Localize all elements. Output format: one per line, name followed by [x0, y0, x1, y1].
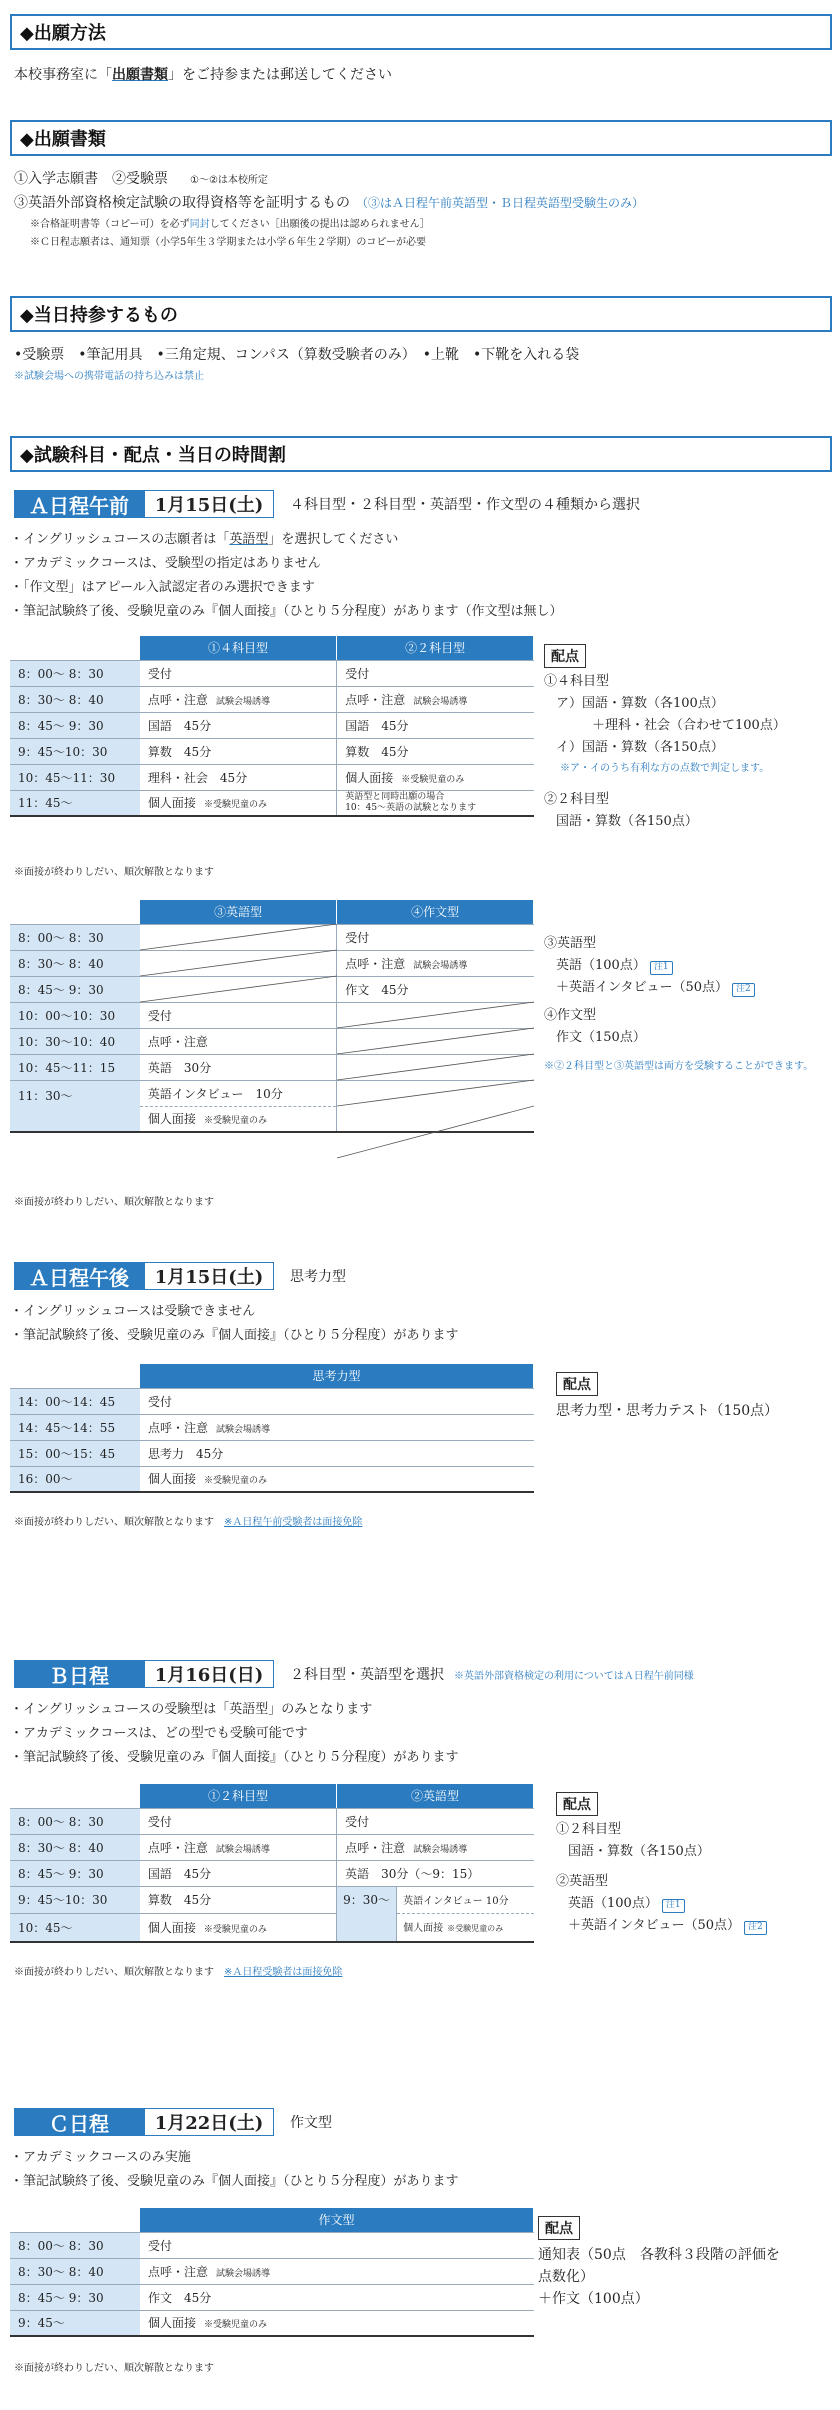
cell-note: 試験会場誘導 — [215, 1844, 270, 1855]
section-heading-bring-items — [10, 296, 832, 332]
schedule-label-c: Ｃ日程 — [14, 2108, 144, 2136]
cell — [337, 1834, 534, 1860]
heading-text: ◆当日持参するもの — [20, 305, 178, 326]
cell-text: 受付 — [345, 666, 370, 681]
doc-note: ①～②は本校所定 — [190, 175, 268, 186]
cell-text: 国語 45分 — [345, 718, 409, 733]
header-essay: 作文型 — [140, 2208, 534, 2232]
cell-text: 8：45～ 9：30 — [18, 2290, 104, 2305]
cell — [337, 1860, 534, 1886]
cell-text: 10：30～10：40 — [18, 1034, 116, 1049]
cell-note: ※受験児童のみ — [447, 1923, 504, 1933]
cell — [140, 2284, 534, 2310]
points-line: 国語・算数（各150点） — [556, 814, 698, 829]
a-pm-table — [10, 1364, 534, 1493]
time-cell — [10, 1808, 140, 1834]
cell-note: ※受験児童のみ — [204, 2320, 268, 2331]
application-method-text — [14, 66, 392, 84]
cell — [140, 1914, 337, 1942]
points-note: ※ア・イのうち有利な方の点数で判定します。 — [560, 763, 770, 774]
cell — [140, 738, 337, 764]
header-2subject: ②２科目型 — [337, 636, 534, 660]
table-row — [10, 712, 534, 738]
table-row — [10, 2284, 534, 2310]
cell — [140, 790, 337, 816]
table-row — [10, 1860, 534, 1886]
cell — [140, 1414, 534, 1440]
header-english: ②英語型 — [337, 1784, 534, 1808]
header-4subject: ①４科目型 — [140, 636, 337, 660]
header-blank — [10, 1784, 140, 1808]
points-4subject: ①４科目型 — [544, 674, 610, 689]
points-line: 通知表（50点 各教科３段階の評価を — [538, 2247, 780, 2263]
text-part: 」をご持参または郵送してください — [168, 67, 392, 83]
header-thinking: 思考力型 — [140, 1364, 534, 1388]
cell-text: 8：45～ 9：30 — [18, 982, 104, 997]
text-part: ※Ａ日程午前受験者は面接免除 — [224, 1517, 363, 1528]
cell-text: 9：45～10：30 — [18, 1893, 108, 1908]
cell-text: 8：30～ 8：40 — [18, 2264, 104, 2279]
cell-text: 個人面接 — [147, 1112, 196, 1127]
bring-items-list: •受験票 •筆記用具 •三角定規、コンパス（算数受験者のみ） •上靴 •下靴を入れる袋 — [14, 347, 580, 363]
cell — [337, 712, 534, 738]
cell-text: 受付 — [345, 930, 370, 945]
cell-text: 15：00～15：45 — [18, 1446, 116, 1461]
header-blank — [10, 1364, 140, 1388]
schedule-desc — [290, 1666, 694, 1684]
cell-text: 受付 — [148, 1394, 173, 1409]
cell-text: 個人面接 — [403, 1922, 444, 1934]
cell — [140, 1886, 337, 1914]
cell-note: ※受験児童のみ — [203, 1924, 267, 1935]
text-part: ＋英語インタビュー（50点） — [556, 980, 729, 995]
table-row — [10, 660, 534, 686]
cell-text: 個人面接 — [148, 2316, 197, 2331]
cell — [337, 790, 534, 816]
time-cell — [10, 1886, 140, 1914]
cell-text: 英語インタビュー 10分 — [403, 1895, 509, 1907]
sub-cell — [397, 1887, 533, 1914]
cell-text: 点呼・注意 — [345, 1840, 406, 1855]
diagonal-line — [337, 1028, 534, 1054]
a-pm-bullet-2: ・筆記試験終了後、受験児童のみ『個人面接』（ひとり５分程度）があります — [10, 1328, 459, 1343]
diagonal-line — [337, 1106, 534, 1158]
text-part: ※英語外部資格検定の利用についてはＡ日程午前同様 — [454, 1671, 694, 1682]
time-cell — [10, 660, 140, 686]
text-part: ※合格証明書等（コピー可）を必ず — [30, 219, 190, 230]
cell — [337, 764, 534, 790]
cell-text: 作文 45分 — [148, 2290, 212, 2305]
text-part: ※Ａ日程受験者は面接免除 — [224, 1967, 343, 1978]
cell-note: ※受験児童のみ — [401, 774, 465, 785]
points-title: 配点 — [544, 644, 586, 668]
cell-text: 算数 45分 — [345, 744, 409, 759]
cell — [140, 1466, 534, 1492]
cell-text: 国語 45分 — [147, 718, 212, 733]
time-cell — [10, 1414, 140, 1440]
cell-text: 16：00～ — [18, 1472, 73, 1487]
cell — [337, 660, 534, 686]
cell-note: ※受験児童のみ — [204, 1476, 268, 1487]
time-cell — [10, 790, 140, 816]
b-bullet-3: ・筆記試験終了後、受験児童のみ『個人面接』（ひとり５分程度）があります — [10, 1750, 459, 1765]
points-essay: ④作文型 — [544, 1008, 597, 1023]
points-line: 国語・算数（各150点） — [568, 1844, 710, 1859]
cell-text: 作文 45分 — [345, 982, 409, 997]
cell-note: ※受験児童のみ — [203, 800, 267, 811]
table-row — [10, 1388, 534, 1414]
schedule-label-a-pm: Ａ日程午後 — [14, 1262, 144, 1290]
cell — [140, 1440, 534, 1466]
cell-text: 算数 45分 — [147, 744, 212, 759]
table-row — [10, 1466, 534, 1492]
table-row — [10, 790, 534, 816]
schedule-desc: ４科目型・２科目型・英語型・作文型の４種類から選択 — [290, 497, 640, 513]
text-part: ＋英語インタビュー（50点） — [568, 1918, 741, 1933]
cell — [140, 1808, 337, 1834]
note-badge: 注2 — [732, 983, 755, 997]
time-cell — [10, 1466, 140, 1492]
cell-text: 14：00～14：45 — [18, 1394, 116, 1409]
header-2subject: ①２科目型 — [140, 1784, 337, 1808]
time-cell — [10, 2232, 140, 2258]
points-2subject: ②２科目型 — [544, 792, 610, 807]
note-badge: 注1 — [650, 961, 673, 975]
cell — [140, 2258, 534, 2284]
a-am-bullet-1 — [10, 532, 398, 549]
b-bullet-2: ・アカデミックコースは、どの型でも受験可能です — [10, 1726, 308, 1741]
note-badge: 注2 — [744, 1921, 767, 1935]
cell-text: 個人面接 — [147, 796, 196, 811]
cell-text: 11：30～ — [18, 1088, 73, 1103]
time-cell — [10, 712, 140, 738]
time-cell — [10, 2310, 140, 2336]
c-table — [10, 2208, 534, 2337]
doc-line-2 — [14, 194, 644, 212]
cell-text: 8：00～ 8：30 — [18, 2238, 104, 2253]
cell — [140, 2310, 534, 2336]
text-part: ２科目型・英語型を選択 — [290, 1667, 444, 1683]
cell — [337, 1808, 534, 1834]
schedule-label-a-am: Ａ日程午前 — [14, 490, 144, 518]
points-title: 配点 — [556, 1372, 598, 1396]
a-am-table-2-diagonals — [140, 924, 534, 1184]
header-blank — [10, 2208, 140, 2232]
cell — [140, 686, 337, 712]
bold-term: 出願書類 — [112, 67, 168, 83]
a-pm-bullet-1: ・イングリッシュコースは受験できません — [10, 1304, 256, 1319]
cell-note: 試験会場誘導 — [216, 1424, 271, 1435]
text-part: ①入学志願書 ②受験票 — [14, 171, 168, 187]
table-row — [10, 2310, 534, 2336]
time-cell — [10, 1054, 140, 1080]
a-am-table-1 — [10, 636, 534, 817]
header-blank — [10, 900, 140, 924]
sub-time-cell — [337, 1887, 397, 1941]
cell-text: 8：45～ 9：30 — [18, 1866, 104, 1881]
cell — [337, 1886, 534, 1942]
cell-text: 理科・社会 45分 — [147, 770, 248, 785]
header-english: ③英語型 — [140, 900, 337, 924]
cell-note: 試験会場誘導 — [215, 696, 270, 707]
cell-text: 10：45～ — [18, 1920, 73, 1935]
a-am-bullet-3: ・「作文型」はアピール入試認定者のみ選択できます — [10, 580, 315, 595]
cell-text: 8：30～ 8：40 — [18, 692, 104, 707]
time-cell — [10, 1080, 140, 1132]
points-title: 配点 — [538, 2216, 580, 2240]
text-part: ・イングリッシュコースの志願者は「 — [10, 532, 230, 547]
c-note: ※面接が終わりしだい、順次解散となります — [14, 2363, 214, 2374]
cell — [337, 686, 534, 712]
time-cell — [10, 1002, 140, 1028]
cell — [140, 764, 337, 790]
cell-text: 受付 — [147, 1008, 172, 1023]
schedule-desc: 思考力型 — [290, 1269, 346, 1285]
table-row — [10, 1886, 534, 1914]
cell — [140, 1388, 534, 1414]
diagonal-line — [337, 1002, 534, 1028]
cell-note: 試験会場誘導 — [413, 1844, 468, 1855]
cell-text: 8：00～ 8：30 — [18, 930, 104, 945]
cell — [140, 1860, 337, 1886]
sub-cell — [397, 1914, 533, 1941]
cell-text: 8：00～ 8：30 — [18, 1814, 104, 1829]
time-cell — [10, 1440, 140, 1466]
cell-text: 点呼・注意 — [345, 692, 406, 707]
b-note — [14, 1966, 342, 1979]
cell-text: 受付 — [345, 1814, 370, 1829]
points-english: ③英語型 — [544, 936, 597, 951]
time-cell — [10, 2258, 140, 2284]
text-part: 英語（100点） — [568, 1896, 658, 1911]
points-line: イ）国語・算数（各150点） — [556, 740, 724, 755]
time-cell — [10, 1028, 140, 1054]
text-part: ※面接が終わりしだい、順次解散となります — [14, 1967, 214, 1978]
a-am-bullet-2: ・アカデミックコースは、受験型の指定はありません — [10, 556, 321, 571]
cell — [337, 738, 534, 764]
schedule-date: 1月16日(日) — [144, 1660, 274, 1688]
points-note: ※②２科目型と③英語型は両方を受験することができます。 — [544, 1061, 814, 1072]
time-cell — [10, 764, 140, 790]
text-part: してください［出願後の提出は認められません］ — [209, 219, 430, 230]
points-line: ＋作文（100点） — [538, 2291, 649, 2307]
cell-text: 点呼・注意 — [147, 692, 208, 707]
doc-note-2: ※Ｃ日程志願者は、通知票（小学5年生３学期または小学６年生２学期）のコピーが必要 — [30, 237, 426, 248]
time-cell — [10, 1388, 140, 1414]
time-cell — [10, 976, 140, 1002]
time-cell — [10, 950, 140, 976]
points-thinking: 思考力型・思考力テスト（150点） — [556, 1403, 779, 1419]
diagonal-line — [140, 924, 337, 950]
schedule-desc: 作文型 — [290, 2115, 332, 2131]
points-title: 配点 — [556, 1792, 598, 1816]
points-line — [556, 980, 755, 997]
c-bullet-1: ・アカデミックコースのみ実施 — [10, 2150, 191, 2165]
cell-text: 点呼・注意 — [147, 1840, 208, 1855]
heading-text: ◆出願書類 — [20, 129, 106, 150]
text-part: 」を選択してください — [268, 532, 399, 547]
cell-text: 8：30～ 8：40 — [18, 956, 104, 971]
table-note: ※面接が終わりしだい、順次解散となります — [14, 867, 214, 878]
cell-text: 8：45～ 9：30 — [18, 718, 104, 733]
cell-note: ※受験児童のみ — [203, 1116, 267, 1127]
cell-text: 英語型と同時出願の場合 — [345, 791, 445, 802]
table-row — [10, 738, 534, 764]
cell-text: 11：45～ — [18, 796, 73, 811]
time-cell — [10, 1914, 140, 1942]
cell-text: 個人面接 — [148, 1472, 197, 1487]
cell-text: 8：00～ 8：30 — [18, 666, 104, 681]
cell-text: 9：45～ — [18, 2316, 65, 2331]
bring-items-note: ※試験会場への携帯電話の持ち込みは禁止 — [14, 371, 204, 382]
schedule-date: 1月15日(土) — [144, 1262, 274, 1290]
cell-text: 点呼・注意 — [148, 1420, 209, 1435]
points-2subject: ①２科目型 — [556, 1822, 622, 1837]
time-cell — [10, 738, 140, 764]
header-essay: ④作文型 — [337, 900, 534, 924]
text-part: ③英語外部資格検定試験の取得資格等を証明するもの — [14, 195, 350, 211]
doc-line-1 — [14, 170, 268, 188]
points-line — [568, 1918, 767, 1935]
cell-text: 個人面接 — [345, 770, 394, 785]
schedule-label-b: Ｂ日程 — [14, 1660, 144, 1688]
schedule-date: 1月22日(土) — [144, 2108, 274, 2136]
points-english: ②英語型 — [556, 1874, 609, 1889]
cell-text: 10：00～10：30 — [18, 1008, 116, 1023]
time-cell — [10, 1834, 140, 1860]
text-part: 同封 — [189, 219, 210, 230]
c-bullet-2: ・筆記試験終了後、受験児童のみ『個人面接』（ひとり５分程度）があります — [10, 2174, 459, 2189]
table-row — [10, 1440, 534, 1466]
cell-note: 試験会場誘導 — [413, 696, 468, 707]
cell-text: 9：45～10：30 — [18, 744, 108, 759]
cell — [140, 660, 337, 686]
table-note: ※面接が終わりしだい、順次解散となります — [14, 1197, 214, 1208]
diagonal-line — [337, 1054, 534, 1080]
cell-text: 10：45～11：15 — [18, 1060, 116, 1075]
cell — [140, 1834, 337, 1860]
points-line: 作文（150点） — [556, 1030, 646, 1045]
cell-text: 英語インタビュー 10分 — [147, 1086, 283, 1101]
cell-text: 国語 45分 — [147, 1866, 212, 1881]
heading-text: ◆試験科目・配点・当日の時間割 — [20, 445, 286, 466]
points-line: ア）国語・算数（各100点） — [556, 696, 724, 711]
heading-text: ◆出願方法 — [20, 23, 106, 44]
points-line — [556, 958, 673, 975]
doc-note-blue: （③はＡ日程午前英語型・Ｂ日程英語型受験生のみ） — [356, 196, 645, 210]
cell-text: 英語 30分 — [147, 1060, 212, 1075]
b-table — [10, 1784, 534, 1943]
cell-text: 個人面接 — [147, 1920, 196, 1935]
time-cell — [10, 1860, 140, 1886]
text-part: 英語（100点） — [556, 958, 646, 973]
cell-text: 14：45～14：55 — [18, 1420, 116, 1435]
cell-text: 8：30～ 8：40 — [18, 1840, 104, 1855]
cell — [140, 712, 337, 738]
table-row — [10, 2232, 534, 2258]
cell-text: 受付 — [147, 666, 172, 681]
a-am-bullet-4: ・筆記試験終了後、受験児童のみ『個人面接』（ひとり５分程度）があります（作文型は無し） — [10, 604, 563, 619]
time-cell — [10, 924, 140, 950]
header-blank — [10, 636, 140, 660]
diagonal-line — [140, 976, 337, 1002]
table-row — [10, 686, 534, 712]
time-cell — [10, 686, 140, 712]
cell-text: 思考力 45分 — [148, 1446, 224, 1461]
note-badge: 注1 — [662, 1899, 685, 1913]
cell-text: 受付 — [147, 1814, 172, 1829]
cell-note: 試験会場誘導 — [413, 960, 468, 971]
section-heading-documents — [10, 120, 832, 156]
text-part: 本校事務室に「 — [14, 67, 112, 83]
sub-cells — [397, 1887, 533, 1941]
a-pm-note — [14, 1516, 362, 1529]
cell-text: 10：45～英語の試験となります — [345, 802, 477, 813]
time-cell — [10, 2284, 140, 2310]
doc-note-1 — [30, 218, 430, 231]
text-part: ※面接が終わりしだい、順次解散となります — [14, 1517, 214, 1528]
cell — [140, 2232, 534, 2258]
section-heading-subjects — [10, 436, 832, 472]
section-heading-application-method — [10, 14, 832, 50]
table-row — [10, 1834, 534, 1860]
cell-text: 受付 — [148, 2238, 173, 2253]
points-line — [568, 1896, 685, 1913]
b-bullet-1: ・イングリッシュコースの受験型は「英語型」のみとなります — [10, 1702, 373, 1717]
cell-text: 10：45～11：30 — [18, 770, 116, 785]
schedule-date: 1月15日(土) — [144, 490, 274, 518]
diagonal-line — [140, 950, 337, 976]
points-line: 点数化） — [538, 2269, 594, 2285]
table-row — [10, 2258, 534, 2284]
points-line: ＋理科・社会（合わせて100点） — [592, 718, 786, 733]
table-row — [10, 1808, 534, 1834]
table-row — [10, 764, 534, 790]
cell-text: 点呼・注意 — [147, 1034, 208, 1049]
cell-text: 点呼・注意 — [148, 2264, 209, 2279]
table-row — [10, 1414, 534, 1440]
cell-text: 点呼・注意 — [345, 956, 406, 971]
diagonal-line — [337, 1080, 534, 1106]
cell-note: 試験会場誘導 — [216, 2268, 271, 2279]
cell-text: 9：30～ — [343, 1892, 390, 1907]
cell-text: 英語 30分（～9：15） — [345, 1866, 480, 1881]
text-part: 英語型 — [229, 532, 269, 547]
cell-text: 算数 45分 — [147, 1893, 212, 1908]
